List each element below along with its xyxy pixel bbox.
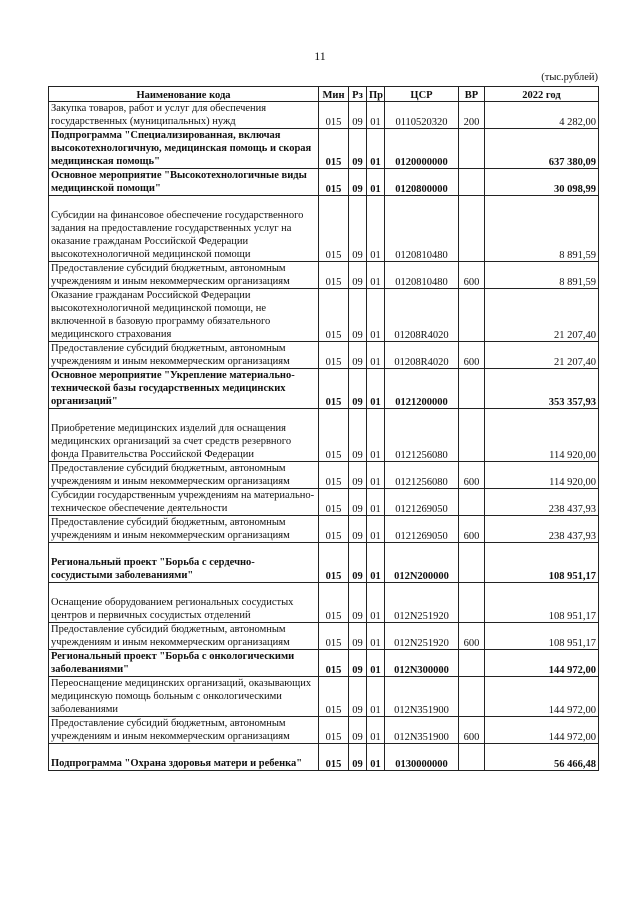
table-row xyxy=(49,196,599,262)
row-rz: 09 xyxy=(349,409,367,462)
row-pr: 01 xyxy=(367,102,385,129)
row-name: Подпрограмма "Охрана здоровья матери и ребенка" xyxy=(49,744,319,771)
budget-table xyxy=(48,86,599,771)
row-csr: 012N351900 xyxy=(385,677,459,717)
row-rz: 09 xyxy=(349,677,367,717)
row-min: 015 xyxy=(319,409,349,462)
row-amount: 637 380,09 xyxy=(485,129,599,169)
table-header-row xyxy=(49,87,599,102)
row-min: 015 xyxy=(319,262,349,289)
header-min: Мин xyxy=(319,87,349,102)
row-min: 015 xyxy=(319,102,349,129)
row-pr: 01 xyxy=(367,543,385,583)
row-amount: 238 437,93 xyxy=(485,489,599,516)
row-csr: 01208R4020 xyxy=(385,289,459,342)
row-vr xyxy=(459,409,485,462)
row-rz: 09 xyxy=(349,744,367,771)
row-min: 015 xyxy=(319,342,349,369)
row-pr: 01 xyxy=(367,289,385,342)
row-csr: 0120810480 xyxy=(385,196,459,262)
row-csr: 0130000000 xyxy=(385,744,459,771)
row-amount: 238 437,93 xyxy=(485,516,599,543)
row-amount: 8 891,59 xyxy=(485,262,599,289)
table-row xyxy=(49,169,599,196)
row-vr xyxy=(459,489,485,516)
row-min: 015 xyxy=(319,289,349,342)
row-csr: 0121256080 xyxy=(385,462,459,489)
row-rz: 09 xyxy=(349,369,367,409)
row-rz: 09 xyxy=(349,650,367,677)
row-csr: 012N251920 xyxy=(385,583,459,623)
row-min: 015 xyxy=(319,516,349,543)
row-amount: 108 951,17 xyxy=(485,623,599,650)
row-min: 015 xyxy=(319,717,349,744)
table-row xyxy=(49,583,599,623)
row-name: Предоставление субсидий бюджетным, автономным учреждениям и иным некоммерческим организациям xyxy=(49,342,319,369)
row-name: Субсидии государственным учреждениям на материально-техническое обеспечение деятельности xyxy=(49,489,319,516)
row-name: Переоснащение медицинских организаций, оказывающих медицинскую помощь больным с онкологическими заболеваниями xyxy=(49,677,319,717)
table-row xyxy=(49,262,599,289)
row-rz: 09 xyxy=(349,543,367,583)
row-vr xyxy=(459,677,485,717)
row-name: Региональный проект "Борьба с сердечно-сосудистыми заболеваниями" xyxy=(49,543,319,583)
row-pr: 01 xyxy=(367,489,385,516)
row-vr xyxy=(459,196,485,262)
row-pr: 01 xyxy=(367,623,385,650)
row-name: Предоставление субсидий бюджетным, автономным учреждениям и иным некоммерческим организациям xyxy=(49,262,319,289)
row-amount: 21 207,40 xyxy=(485,289,599,342)
row-name: Приобретение медицинских изделий для оснащения медицинских организаций за счет средств резервного фонда Правительства Российской Федерации xyxy=(49,409,319,462)
row-rz: 09 xyxy=(349,489,367,516)
row-name: Региональный проект "Борьба с онкологическими заболеваниями" xyxy=(49,650,319,677)
row-rz: 09 xyxy=(349,169,367,196)
row-csr: 012N200000 xyxy=(385,543,459,583)
row-rz: 09 xyxy=(349,129,367,169)
header-rz: Рз xyxy=(349,87,367,102)
table-row xyxy=(49,409,599,462)
table-row xyxy=(49,744,599,771)
row-csr: 012N351900 xyxy=(385,717,459,744)
row-min: 015 xyxy=(319,489,349,516)
row-min: 015 xyxy=(319,462,349,489)
table-row xyxy=(49,650,599,677)
row-name: Предоставление субсидий бюджетным, автономным учреждениям и иным некоммерческим организациям xyxy=(49,462,319,489)
row-vr: 600 xyxy=(459,516,485,543)
table-row xyxy=(49,102,599,129)
row-vr xyxy=(459,289,485,342)
table-row xyxy=(49,289,599,342)
units-label: (тыс.рублей) xyxy=(541,72,598,83)
row-csr: 0121256080 xyxy=(385,409,459,462)
row-amount: 4 282,00 xyxy=(485,102,599,129)
row-vr xyxy=(459,169,485,196)
row-rz: 09 xyxy=(349,289,367,342)
table-row xyxy=(49,677,599,717)
row-pr: 01 xyxy=(367,369,385,409)
row-csr: 0120000000 xyxy=(385,129,459,169)
row-name: Подпрограмма "Специализированная, включая высокотехнологичную, медицинская помощь и скорая медицинская помощь" xyxy=(49,129,319,169)
row-amount: 21 207,40 xyxy=(485,342,599,369)
row-name: Субсидии на финансовое обеспечение государственного задания на предоставление государственных услуг на оказание гражданам Российской Федерации высокотехнологичной медицинской помощи xyxy=(49,196,319,262)
row-amount: 144 972,00 xyxy=(485,717,599,744)
row-min: 015 xyxy=(319,677,349,717)
row-rz: 09 xyxy=(349,262,367,289)
row-name: Основное мероприятие "Укрепление материально-технической базы государственных медицинских организаций" xyxy=(49,369,319,409)
table-row xyxy=(49,543,599,583)
table-row xyxy=(49,623,599,650)
row-csr: 012N300000 xyxy=(385,650,459,677)
row-min: 015 xyxy=(319,129,349,169)
row-amount: 144 972,00 xyxy=(485,677,599,717)
row-vr: 600 xyxy=(459,717,485,744)
row-name: Оказание гражданам Российской Федерации высокотехнологичной медицинской помощи, не включенной в базовую программу обязательного медицинского страхования xyxy=(49,289,319,342)
row-name: Закупка товаров, работ и услуг для обеспечения государственных (муниципальных) нужд xyxy=(49,102,319,129)
row-pr: 01 xyxy=(367,129,385,169)
row-rz: 09 xyxy=(349,462,367,489)
row-vr: 200 xyxy=(459,102,485,129)
row-name: Оснащение оборудованием региональных сосудистых центров и первичных сосудистых отделений xyxy=(49,583,319,623)
row-amount: 108 951,17 xyxy=(485,543,599,583)
row-min: 015 xyxy=(319,583,349,623)
table-row xyxy=(49,462,599,489)
row-csr: 0120810480 xyxy=(385,262,459,289)
header-name: Наименование кода xyxy=(49,87,319,102)
row-csr: 0121200000 xyxy=(385,369,459,409)
row-name: Предоставление субсидий бюджетным, автономным учреждениям и иным некоммерческим организациям xyxy=(49,623,319,650)
row-pr: 01 xyxy=(367,583,385,623)
row-vr xyxy=(459,129,485,169)
row-vr xyxy=(459,650,485,677)
table-row xyxy=(49,342,599,369)
row-amount: 8 891,59 xyxy=(485,196,599,262)
row-amount: 114 920,00 xyxy=(485,462,599,489)
row-rz: 09 xyxy=(349,102,367,129)
row-min: 015 xyxy=(319,369,349,409)
row-csr: 0120800000 xyxy=(385,169,459,196)
table-row xyxy=(49,489,599,516)
table-row xyxy=(49,369,599,409)
row-pr: 01 xyxy=(367,409,385,462)
header-csr: ЦСР xyxy=(385,87,459,102)
row-name: Предоставление субсидий бюджетным, автономным учреждениям и иным некоммерческим организациям xyxy=(49,516,319,543)
row-vr: 600 xyxy=(459,342,485,369)
row-amount: 114 920,00 xyxy=(485,409,599,462)
row-amount: 144 972,00 xyxy=(485,650,599,677)
row-rz: 09 xyxy=(349,583,367,623)
header-vr: ВР xyxy=(459,87,485,102)
row-csr: 0121269050 xyxy=(385,516,459,543)
row-pr: 01 xyxy=(367,262,385,289)
row-vr xyxy=(459,543,485,583)
row-rz: 09 xyxy=(349,196,367,262)
header-pr: Пр xyxy=(367,87,385,102)
row-vr xyxy=(459,744,485,771)
row-amount: 108 951,17 xyxy=(485,583,599,623)
row-csr: 01208R4020 xyxy=(385,342,459,369)
table-row xyxy=(49,516,599,543)
row-min: 015 xyxy=(319,650,349,677)
row-pr: 01 xyxy=(367,462,385,489)
row-pr: 01 xyxy=(367,196,385,262)
row-pr: 01 xyxy=(367,677,385,717)
row-pr: 01 xyxy=(367,342,385,369)
row-vr: 600 xyxy=(459,623,485,650)
row-name: Основное мероприятие "Высокотехнологичные виды медицинской помощи" xyxy=(49,169,319,196)
row-rz: 09 xyxy=(349,623,367,650)
row-amount: 56 466,48 xyxy=(485,744,599,771)
row-rz: 09 xyxy=(349,342,367,369)
row-min: 015 xyxy=(319,744,349,771)
row-min: 015 xyxy=(319,196,349,262)
row-vr xyxy=(459,583,485,623)
row-amount: 353 357,93 xyxy=(485,369,599,409)
row-pr: 01 xyxy=(367,650,385,677)
row-min: 015 xyxy=(319,623,349,650)
header-amount: 2022 год xyxy=(485,87,599,102)
row-min: 015 xyxy=(319,543,349,583)
row-min: 015 xyxy=(319,169,349,196)
row-csr: 0121269050 xyxy=(385,489,459,516)
row-pr: 01 xyxy=(367,516,385,543)
row-name: Предоставление субсидий бюджетным, автономным учреждениям и иным некоммерческим организациям xyxy=(49,717,319,744)
row-pr: 01 xyxy=(367,744,385,771)
row-csr: 0110520320 xyxy=(385,102,459,129)
table-row xyxy=(49,717,599,744)
row-vr: 600 xyxy=(459,462,485,489)
row-rz: 09 xyxy=(349,717,367,744)
row-pr: 01 xyxy=(367,169,385,196)
row-vr xyxy=(459,369,485,409)
row-csr: 012N251920 xyxy=(385,623,459,650)
row-rz: 09 xyxy=(349,516,367,543)
row-amount: 30 098,99 xyxy=(485,169,599,196)
table-row xyxy=(49,129,599,169)
row-vr: 600 xyxy=(459,262,485,289)
page-number: 11 xyxy=(314,49,326,63)
row-pr: 01 xyxy=(367,717,385,744)
